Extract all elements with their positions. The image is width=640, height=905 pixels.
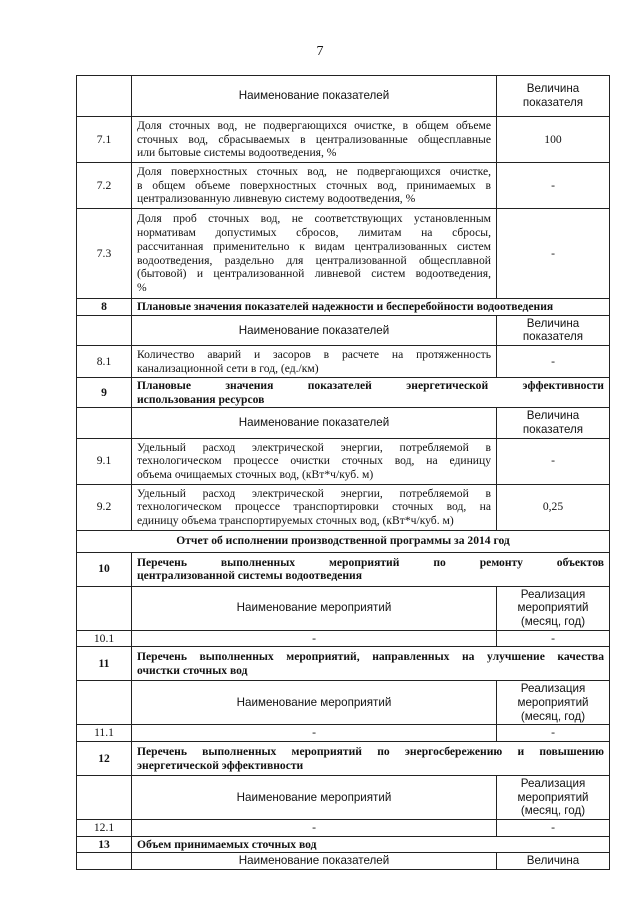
table-row <box>77 117 610 163</box>
section-number: 12 <box>77 742 132 776</box>
row-number: 7.1 <box>77 117 132 163</box>
page-number: 7 <box>316 44 324 59</box>
table-row <box>77 209 610 299</box>
table-row <box>77 346 610 378</box>
row-number: 7.2 <box>77 163 132 209</box>
row-number: 8.1 <box>77 346 132 378</box>
row-value: - <box>497 630 610 647</box>
table-header-row <box>77 681 610 725</box>
header-name: Наименование показателей <box>132 76 497 117</box>
table-header-row <box>77 315 610 345</box>
row-description: Доля сточных вод, не подвергающихся очистке, в общем объеме сточных вод, сбрасываемых в централизованные общесплавные или бытовые системы водоотведения, % <box>132 117 497 163</box>
header-name: Наименование показателей <box>132 315 497 345</box>
report-title-row <box>77 530 610 552</box>
row-value: - <box>497 820 610 837</box>
row-value: - <box>497 163 610 209</box>
report-title: Отчет об исполнении производственной программы за 2014 год <box>77 530 610 552</box>
table-row <box>77 163 610 209</box>
row-number: 7.3 <box>77 209 132 299</box>
section-title: Перечень выполненных мероприятий по энергосбережению и повышению энергетической эффективности <box>132 742 610 776</box>
row-value: - <box>497 346 610 378</box>
row-description: Доля поверхностных сточных вод, не подвергающихся очистке, в общем объеме поверхностных сточных вод, принимаемых в централизованную ливневую систему водоотведения, % <box>132 163 497 209</box>
section-title: Плановые значения показателей энергетической эффективности использования ресурсов <box>132 378 610 408</box>
row-description: Удельный расход электрической энергии, потребляемой в технологическом процессе очистки сточных вод, на единицу объема очищаемых сточных вод, (кВт*ч/куб. м) <box>132 438 497 484</box>
section-number: 9 <box>77 378 132 408</box>
section-row <box>77 299 610 316</box>
row-value: - <box>497 725 610 742</box>
row-value: 100 <box>497 117 610 163</box>
table-header-row <box>77 853 610 870</box>
row-number: 10.1 <box>77 630 132 647</box>
row-description: Удельный расход электрической энергии, потребляемой в технологическом процессе транспортировки сточных вод, на единицу объема транспортируемых сточных вод, (кВт*ч/куб. м) <box>132 484 497 530</box>
row-value: 0,25 <box>497 484 610 530</box>
header-value: Величина показателя <box>497 408 610 438</box>
row-number: 9.2 <box>77 484 132 530</box>
indicators-table <box>76 75 610 870</box>
section-row <box>77 836 610 853</box>
row-description: Количество аварий и засоров в расчете на протяженность канализационной сети в год, (ед./км) <box>132 346 497 378</box>
section-title: Плановые значения показателей надежности и бесперебойности водоотведения <box>132 299 610 316</box>
header-value: Величина <box>497 853 610 870</box>
header-name: Наименование мероприятий <box>132 776 497 820</box>
table-row <box>77 438 610 484</box>
table-row <box>77 630 610 647</box>
section-title: Перечень выполненных мероприятий по ремонту объектов централизованной системы водоотведения <box>132 552 610 586</box>
row-value: - <box>497 209 610 299</box>
table-row <box>77 820 610 837</box>
section-row <box>77 552 610 586</box>
table-row <box>77 725 610 742</box>
header-name: Наименование мероприятий <box>132 681 497 725</box>
section-number: 13 <box>77 836 132 853</box>
header-value: Реализация мероприятий (месяц, год) <box>497 681 610 725</box>
table-header-row <box>77 586 610 630</box>
section-title: Объем принимаемых сточных вод <box>132 836 610 853</box>
header-name: Наименование мероприятий <box>132 586 497 630</box>
row-description: Доля проб сточных вод, не соответствующих установленным нормативам допустимых сбросов, лимитам на сбросы, рассчитанная применительно к видам централизованных систем водоотведения, раздельно для централизованной общесплавной (бытовой) и централизованной ливневой систем водоотведения, % <box>132 209 497 299</box>
row-number: 12.1 <box>77 820 132 837</box>
row-description: - <box>132 820 497 837</box>
header-value: Реализация мероприятий (месяц, год) <box>497 586 610 630</box>
table-row <box>77 484 610 530</box>
header-value: Величина показателя <box>497 76 610 117</box>
section-row <box>77 742 610 776</box>
table-header-row <box>77 408 610 438</box>
row-value: - <box>497 438 610 484</box>
section-title: Перечень выполненных мероприятий, направленных на улучшение качества очистки сточных вод <box>132 647 610 681</box>
row-description: - <box>132 630 497 647</box>
row-number: 9.1 <box>77 438 132 484</box>
header-value: Реализация мероприятий (месяц, год) <box>497 776 610 820</box>
table-header-row <box>77 76 610 117</box>
section-row <box>77 647 610 681</box>
header-name: Наименование показателей <box>132 408 497 438</box>
section-row <box>77 378 610 408</box>
row-number: 11.1 <box>77 725 132 742</box>
section-number: 10 <box>77 552 132 586</box>
section-number: 11 <box>77 647 132 681</box>
section-number: 8 <box>77 299 132 316</box>
header-name: Наименование показателей <box>132 853 497 870</box>
row-description: - <box>132 725 497 742</box>
table-header-row <box>77 776 610 820</box>
header-value: Величина показателя <box>497 315 610 345</box>
